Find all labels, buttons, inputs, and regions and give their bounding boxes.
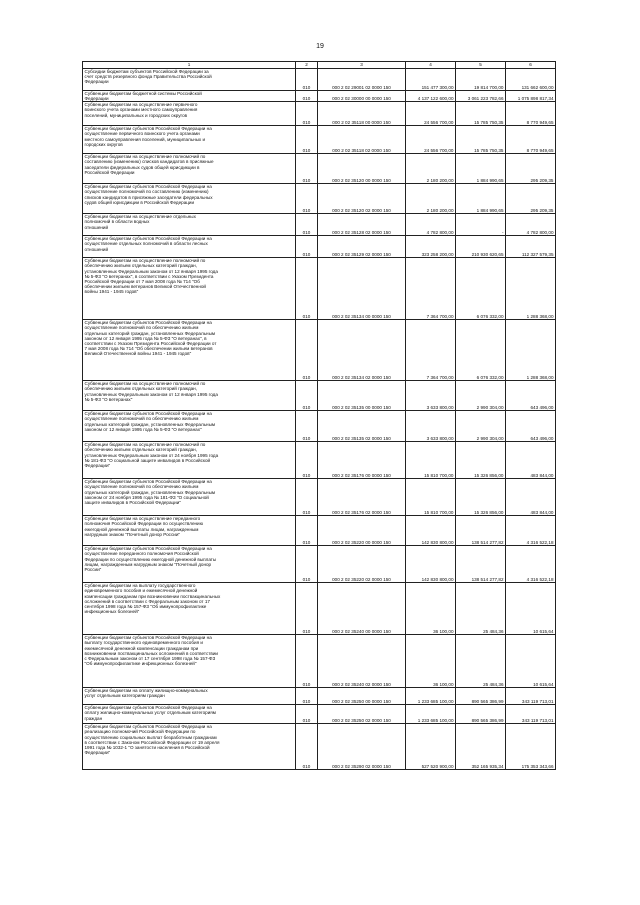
row-name-cell xyxy=(83,214,296,236)
row-plan-cell: 36 100,00 xyxy=(406,583,456,635)
row-code-cell: 010 xyxy=(296,154,318,184)
row-kbk-cell: 000 2 02 35135 00 0000 150 xyxy=(318,381,406,411)
row-kbk-cell: 000 2 02 35290 02 0000 150 xyxy=(318,724,406,770)
row-kbk-cell: 000 2 02 29001 02 0000 150 xyxy=(318,69,406,91)
table-row xyxy=(83,69,556,91)
row-kbk-cell: 000 2 02 35240 00 0000 150 xyxy=(318,583,406,635)
row-rest-cell: 8 770 949,65 xyxy=(506,126,556,154)
row-rest-cell: 483 844,00 xyxy=(506,442,556,479)
row-kbk-cell: 000 2 02 35118 02 0000 150 xyxy=(318,126,406,154)
row-done-cell: 138 514 277,82 xyxy=(456,546,506,583)
row-name-cell xyxy=(83,516,296,546)
row-rest-cell: 112 327 579,35 xyxy=(506,236,556,258)
row-done-cell: 3 061 223 782,66 xyxy=(456,91,506,102)
row-kbk-cell: 000 2 02 35176 02 0000 150 xyxy=(318,479,406,516)
row-name-text: Субвенции бюджетам на осуществление полномочий по обеспечению жильем отдельных категорий граждан, установленных Федеральным законом от 24 ноября 1995 года № 181-ФЗ "О социальной защите инвалидов в Российской Федерации" xyxy=(84,442,219,468)
row-plan-cell: 4 137 122 600,00 xyxy=(406,91,456,102)
row-rest-cell: 343 119 713,01 xyxy=(506,688,556,705)
row-done-cell: 1 884 990,65 xyxy=(456,184,506,214)
row-name-text: Субвенции бюджетам на осуществление полномочий по обеспечению жильем отдельных категорий граждан, установленных Федеральным законом от 12 января 1995 года № 5-ФЗ "О ветеранах" xyxy=(84,381,218,402)
page-number: 19 xyxy=(316,43,324,50)
row-name-cell xyxy=(83,126,296,154)
table-row xyxy=(83,442,556,479)
row-rest-cell: 483 844,00 xyxy=(506,479,556,516)
table-row xyxy=(83,635,556,688)
table-row xyxy=(83,126,556,154)
row-kbk-cell: 000 2 02 35120 02 0000 150 xyxy=(318,184,406,214)
table-row xyxy=(83,236,556,258)
table-row xyxy=(83,91,556,102)
row-rest-cell: 295 209,35 xyxy=(506,154,556,184)
row-code-cell: 010 xyxy=(296,320,318,381)
row-rest-cell: 643 496,00 xyxy=(506,411,556,442)
row-done-cell: 1 884 990,65 xyxy=(456,154,506,184)
row-plan-cell: 323 258 200,00 xyxy=(406,236,456,258)
row-code-cell: 010 xyxy=(296,724,318,770)
row-name-text: Субвенции бюджетам на осуществление полномочий по обеспечению жильем отдельных категорий граждан, установленных Федеральным законом от 12 января 1995 года № 5-ФЗ "О ветеранах", в соответствии с Указом Президента Российской Федерации от 7 мая 2008 года № 714 "Об обеспечении жильем ветеранов Великой Отечественной войны 1941 - 1945 годов" xyxy=(84,258,218,295)
table-row xyxy=(83,688,556,705)
row-kbk-cell: 000 2 02 35250 02 0000 150 xyxy=(318,705,406,724)
row-name-text: Субвенции бюджетам на выплату государственного единовременного пособия и ежемесячной денежной компенсации гражданам при возникновении поствакцинальных осложнений в соответствии с Федеральным законом от 17 сентября 1998 года № 157-ФЗ "Об иммунопрофилактике инфекционных болезней" xyxy=(84,583,221,614)
row-code-cell: 010 xyxy=(296,705,318,724)
row-rest-cell: 175 353 343,66 xyxy=(506,724,556,770)
row-kbk-cell: 000 2 02 35134 02 0000 150 xyxy=(318,320,406,381)
row-plan-cell: 527 520 900,00 xyxy=(406,724,456,770)
budget-table xyxy=(82,61,556,770)
row-rest-cell: 1 288 368,00 xyxy=(506,258,556,320)
row-name-cell xyxy=(83,546,296,583)
row-kbk-cell: 000 2 02 35128 02 0000 150 xyxy=(318,214,406,236)
table-row xyxy=(83,214,556,236)
row-rest-cell: 1 075 898 817,34 xyxy=(506,91,556,102)
row-rest-cell: 8 770 949,65 xyxy=(506,102,556,126)
row-done-cell: 890 565 386,99 xyxy=(456,688,506,705)
row-name-cell xyxy=(83,320,296,381)
table-row xyxy=(83,102,556,126)
row-name-text: Субсидии бюджетам субъектов Российской Федерации за счет средств резервного фонда Правительства Российской Федерации xyxy=(84,69,212,85)
row-done-cell: 2 990 304,00 xyxy=(456,381,506,411)
row-plan-cell: 2 180 200,00 xyxy=(406,184,456,214)
row-done-cell: 6 076 332,00 xyxy=(456,258,506,320)
row-name-cell xyxy=(83,635,296,688)
table-row xyxy=(83,154,556,184)
row-kbk-cell: 000 2 02 35220 00 0000 150 xyxy=(318,516,406,546)
table-row xyxy=(83,320,556,381)
row-done-cell: 6 076 332,00 xyxy=(456,320,506,381)
row-rest-cell: 131 662 600,00 xyxy=(506,69,556,91)
row-name-text: Субвенции бюджетам субъектов Российской Федерации на реализацию полномочий Российской Федерации по осуществлению социальных выплат безработным гражданам в соответствии с Законом Российской Федерации от 19 апреля 1991 года № 1032-1 "О занятости населения в Российской Федерации" xyxy=(84,724,220,755)
row-rest-cell: 4 316 522,18 xyxy=(506,516,556,546)
row-plan-cell: 24 556 700,00 xyxy=(406,102,456,126)
row-done-cell: 138 514 277,82 xyxy=(456,516,506,546)
row-kbk-cell: 000 2 02 35120 00 0000 150 xyxy=(318,154,406,184)
row-kbk-cell: 000 2 02 35240 02 0000 150 xyxy=(318,635,406,688)
row-name-cell xyxy=(83,381,296,411)
row-rest-cell: 4 316 522,18 xyxy=(506,546,556,583)
table-row xyxy=(83,516,556,546)
row-plan-cell: 15 810 700,00 xyxy=(406,479,456,516)
row-name-text: Субвенции бюджетам субъектов Российской Федерации на осуществление первичного воинского учета органами местного самоуправления поселений, муниципальных и городских округов xyxy=(84,126,212,147)
row-code-cell: 010 xyxy=(296,411,318,442)
row-name-text: Субвенции бюджетам субъектов Российской Федерации на оплату жилищно-коммунальных услуг отдельным категориям граждан xyxy=(84,705,216,721)
row-name-cell xyxy=(83,69,296,91)
row-done-cell: 15 785 750,35 xyxy=(456,126,506,154)
table-row xyxy=(83,381,556,411)
row-rest-cell: 295 209,35 xyxy=(506,184,556,214)
row-rest-cell: 643 496,00 xyxy=(506,381,556,411)
row-plan-cell: 7 364 700,00 xyxy=(406,258,456,320)
row-name-cell xyxy=(83,705,296,724)
column-header: 2 xyxy=(296,62,318,69)
row-code-cell: 010 xyxy=(296,184,318,214)
row-code-cell: 010 xyxy=(296,583,318,635)
row-done-cell: 15 326 856,00 xyxy=(456,479,506,516)
row-name-text: Субвенции бюджетам субъектов Российской Федерации на осуществление полномочий по обеспечению жильем отдельных категорий граждан, установленных Федеральным законом от 12 января 1995 года № 5-ФЗ "О ветеранах" xyxy=(84,411,216,432)
row-plan-cell: 142 830 800,00 xyxy=(406,546,456,583)
row-rest-cell: 343 119 713,01 xyxy=(506,705,556,724)
row-name-cell xyxy=(83,258,296,320)
row-code-cell: 010 xyxy=(296,69,318,91)
row-code-cell: 010 xyxy=(296,91,318,102)
row-done-cell: - xyxy=(456,214,506,236)
row-done-cell: 25 484,36 xyxy=(456,583,506,635)
row-plan-cell: 1 233 685 100,00 xyxy=(406,688,456,705)
row-name-text: Субвенции бюджетам на осуществление переданного полномочия Российской Федерации по осуществлению ежегодной денежной выплаты лицам, награжденным нагрудным знаком "Почетный донор России" xyxy=(84,516,204,537)
column-header: 4 xyxy=(406,62,456,69)
row-plan-cell: 3 633 800,00 xyxy=(406,381,456,411)
table-row xyxy=(83,184,556,214)
row-name-text: Субвенции бюджетам на осуществление первичного воинского учета органами местного самоуправления поселений, муниципальных и городских округов xyxy=(84,102,198,118)
row-name-text: Субвенции бюджетам субъектов Российской Федерации на осуществление переданного полномочия Российской Федерации по осуществлению ежегодной денежной выплаты лицам, награжденным нагрудным знаком "Почетный донор России" xyxy=(84,546,217,572)
row-done-cell: 2 990 304,00 xyxy=(456,411,506,442)
table-row xyxy=(83,724,556,770)
row-rest-cell: 1 288 368,00 xyxy=(506,320,556,381)
table-row xyxy=(83,411,556,442)
row-code-cell: 010 xyxy=(296,381,318,411)
row-name-text: Субвенции бюджетам субъектов Российской Федерации на осуществление полномочий по обеспечению жильем отдельных категорий граждан, установленных Федеральным законом от 24 ноября 1995 года № 181-ФЗ "О социальной защите инвалидов в Российской Федерации" xyxy=(84,479,216,505)
row-kbk-cell: 000 2 02 35118 00 0000 150 xyxy=(318,102,406,126)
row-plan-cell: 142 830 800,00 xyxy=(406,516,456,546)
row-plan-cell: 151 477 300,00 xyxy=(406,69,456,91)
row-name-text: Субвенции бюджетам бюджетной системы Российской Федерации xyxy=(84,91,202,102)
row-code-cell: 010 xyxy=(296,546,318,583)
row-kbk-cell: 000 2 02 35134 00 0000 150 xyxy=(318,258,406,320)
row-plan-cell: 3 633 800,00 xyxy=(406,411,456,442)
row-code-cell: 010 xyxy=(296,126,318,154)
table-header-row xyxy=(83,62,556,69)
row-name-cell xyxy=(83,236,296,258)
row-code-cell: 010 xyxy=(296,236,318,258)
row-kbk-cell: 000 2 02 35129 02 0000 150 xyxy=(318,236,406,258)
column-header: 3 xyxy=(318,62,406,69)
row-name-cell xyxy=(83,91,296,102)
row-done-cell: 25 484,36 xyxy=(456,635,506,688)
row-kbk-cell: 000 2 02 35250 00 0000 150 xyxy=(318,688,406,705)
row-name-text: Субвенции бюджетам субъектов Российской Федерации на выплату государственного единовременного пособия и ежемесячной денежной компенсации гражданам при возникновении поствакцинальных осложнений в соответствии с Федеральным законом от 17 сентября 1998 года № 157-ФЗ "Об иммунопрофилактике инфекционных болезней" xyxy=(84,635,218,666)
table-row xyxy=(83,479,556,516)
row-kbk-cell: 000 2 02 30000 00 0000 150 xyxy=(318,91,406,102)
row-name-text: Субвенции бюджетам субъектов Российской Федерации на осуществление полномочий по обеспечению жильем отдельных категорий граждан, установленных Федеральным законом от 12 января 1995 года № 5-ФЗ "О ветеранах", в соответствии с Указом Президента Российской Федерации от 7 мая 2008 года № 714 "Об обеспечении жильем ветеранов Великой Отечественной войны 1941 - 1945 годов" xyxy=(84,320,217,357)
row-name-cell xyxy=(83,583,296,635)
column-header: 5 xyxy=(456,62,506,69)
row-code-cell: 010 xyxy=(296,102,318,126)
row-code-cell: 010 xyxy=(296,214,318,236)
row-code-cell: 010 xyxy=(296,516,318,546)
row-kbk-cell: 000 2 02 35135 02 0000 150 xyxy=(318,411,406,442)
row-plan-cell: 7 364 700,00 xyxy=(406,320,456,381)
row-plan-cell: 36 100,00 xyxy=(406,635,456,688)
row-name-cell xyxy=(83,154,296,184)
row-plan-cell: 2 180 200,00 xyxy=(406,154,456,184)
row-plan-cell: 15 810 700,00 xyxy=(406,442,456,479)
row-done-cell: 15 326 856,00 xyxy=(456,442,506,479)
row-rest-cell: 10 615,64 xyxy=(506,635,556,688)
row-name-cell xyxy=(83,479,296,516)
row-name-cell xyxy=(83,442,296,479)
row-name-cell xyxy=(83,102,296,126)
row-plan-cell: 4 782 800,00 xyxy=(406,214,456,236)
row-plan-cell: 24 556 700,00 xyxy=(406,126,456,154)
row-name-text: Субвенции бюджетам на осуществление полномочий по составлению (изменению) списков кандидатов в присяжные заседатели федеральных судов общей юрисдикции в Российской Федерации xyxy=(84,154,214,175)
row-code-cell: 010 xyxy=(296,635,318,688)
row-code-cell: 010 xyxy=(296,688,318,705)
row-done-cell: 19 814 700,00 xyxy=(456,69,506,91)
row-name-cell xyxy=(83,724,296,770)
table-row xyxy=(83,546,556,583)
row-code-cell: 010 xyxy=(296,442,318,479)
column-header: 1 xyxy=(83,62,296,69)
row-name-text: Субвенции бюджетам субъектов Российской Федерации на осуществление отдельных полномочий в области лесных отношений xyxy=(84,236,212,252)
row-done-cell: 352 165 935,34 xyxy=(456,724,506,770)
row-plan-cell: 1 233 685 100,00 xyxy=(406,705,456,724)
row-done-cell: 15 785 750,35 xyxy=(456,102,506,126)
row-name-text: Субвенции бюджетам субъектов Российской Федерации на осуществление полномочий по составлению (изменению) списков кандидатов в присяжные заседатели федеральных судов общей юрисдикции в Российской Федерации xyxy=(84,184,213,205)
row-name-cell xyxy=(83,411,296,442)
row-name-cell xyxy=(83,184,296,214)
row-name-text: Субвенции бюджетам на оплату жилищно-коммунальных услуг отдельным категориям граждан xyxy=(84,688,208,699)
row-rest-cell: 10 615,64 xyxy=(506,583,556,635)
row-name-text: Субвенции бюджетам на осуществление отдельных полномочий в области водных отношений xyxy=(84,214,196,230)
table-row xyxy=(83,705,556,724)
row-kbk-cell: 000 2 02 35176 00 0000 150 xyxy=(318,442,406,479)
row-rest-cell: 4 782 800,00 xyxy=(506,214,556,236)
table-row xyxy=(83,258,556,320)
table-row xyxy=(83,583,556,635)
row-code-cell: 010 xyxy=(296,479,318,516)
row-code-cell: 010 xyxy=(296,258,318,320)
row-done-cell: 890 565 386,99 xyxy=(456,705,506,724)
row-kbk-cell: 000 2 02 35220 02 0000 150 xyxy=(318,546,406,583)
column-header: 6 xyxy=(506,62,556,69)
row-done-cell: 210 930 620,65 xyxy=(456,236,506,258)
row-name-cell xyxy=(83,688,296,705)
